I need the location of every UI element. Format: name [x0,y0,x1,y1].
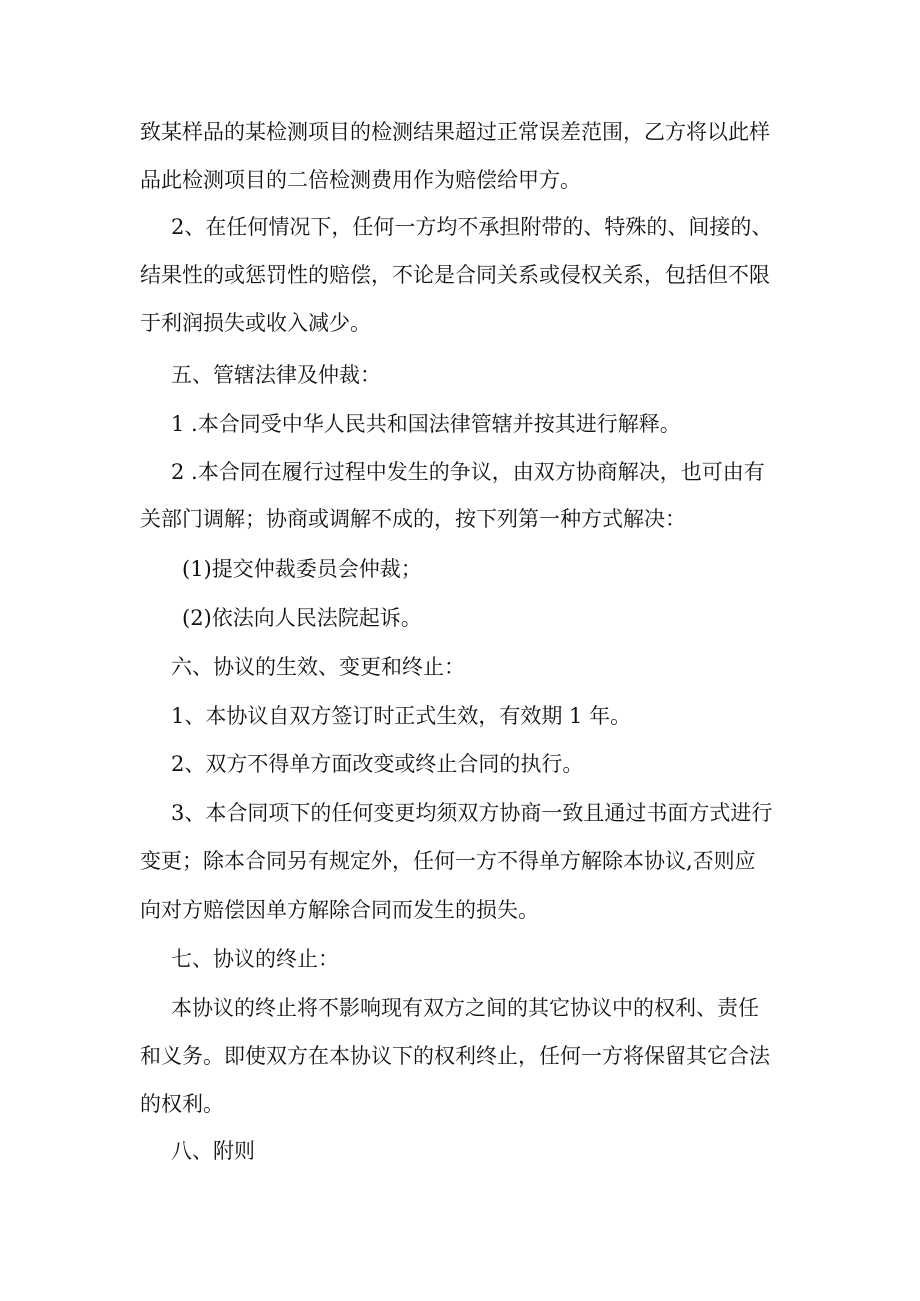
section-heading: 六、协议的生效、变更和终止： [171,655,465,679]
text-line: 于利润损失或收入减少。 [140,311,371,335]
text-line: 2、在任何情况下，任何一方均不承担附带的、特殊的、间接的、 [171,215,773,239]
text-line: 致某样品的某检测项目的检测结果超过正常误差范围，乙方将以此样 [140,120,770,144]
text-line: 结果性的或惩罚性的赔偿，不论是合同关系或侵权关系，包括但不限 [140,263,770,287]
section-heading: 七、协议的终止： [171,947,339,971]
text-line: 向对方赔偿因单方解除合同而发生的损失。 [140,898,539,922]
text-line: 1、本协议自双方签订时正式生效，有效期 1 年。 [171,704,632,728]
text-line: 本协议的终止将不影响现有双方之间的其它协议中的权利、责任 [171,996,759,1020]
section-heading: 八、附则 [171,1139,255,1163]
list-item: (2)依法向人民法院起诉。 [182,606,422,630]
text-line: 变更；除本合同另有规定外，任何一方不得单方解除本协议,否则应 [140,849,756,873]
section-heading: 五、管辖法律及仲裁： [171,363,381,387]
text-line: 品此检测项目的二倍检测费用作为赔偿给甲方。 [140,168,581,192]
text-line: 1 .本合同受中华人民共和国法律管辖并按其进行解释。 [171,412,681,436]
text-line: 关部门调解；协商或调解不成的，按下列第一种方式解决： [140,507,686,531]
text-line: 的权利。 [140,1092,224,1116]
text-line: 3、本合同项下的任何变更均须双方协商一致且通过书面方式进行 [171,801,773,825]
text-line: 2 .本合同在履行过程中发生的争议，由双方协商解决，也可由有 [171,460,765,484]
text-line: 2、双方不得单方面改变或终止合同的执行。 [171,752,584,776]
text-line: 和义务。即使双方在本协议下的权利终止，任何一方将保留其它合法 [140,1044,770,1068]
list-item: (1)提交仲裁委员会仲裁； [182,557,422,581]
